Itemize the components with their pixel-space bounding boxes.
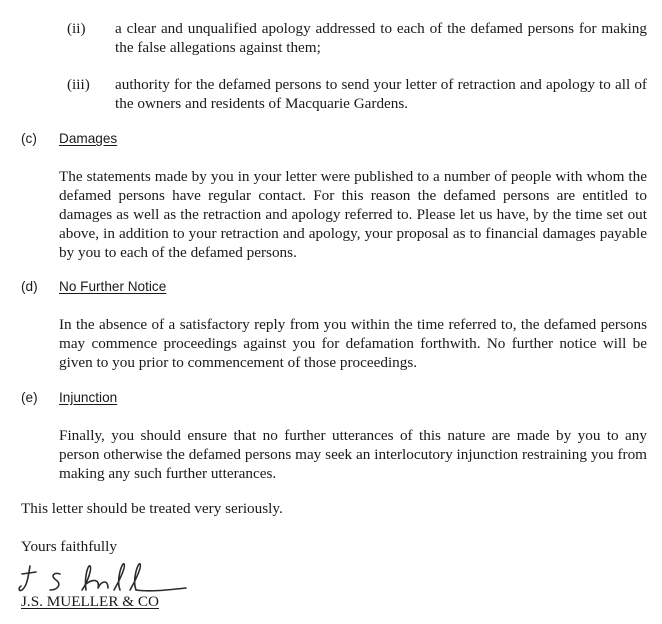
list-item-text-iii: authority for the defamed persons to send your letter of retraction and apology to all of the owners and residents of Macquarie Gardens. xyxy=(115,76,647,112)
signatory-name: J.S. MUELLER & CO xyxy=(21,593,159,610)
section-body-injunction: Finally, you should ensure that no further utterances of this nature are made by you to any person otherwise the defamed persons may seek an interlocutory injunction restraining you from making any such further utterances. xyxy=(59,427,647,482)
section-heading-injunction: Injunction xyxy=(59,390,118,405)
closing-note: This letter should be treated very seriously. xyxy=(21,500,283,517)
section-marker-e: (e) xyxy=(21,390,38,405)
section-marker-d: (d) xyxy=(21,279,38,294)
valediction: Yours faithfully xyxy=(21,538,117,555)
section-marker-c: (c) xyxy=(21,131,37,146)
section-body-no-further-notice: In the absence of a satisfactory reply from you within the time referred to, the defamed persons may commence proceedings against you for defamation forthwith. No further notice will be given to you prior to commencement of those proceedings. xyxy=(59,316,647,371)
section-heading-damages: Damages xyxy=(59,131,118,146)
list-marker-iii: (iii) xyxy=(67,76,90,93)
list-item-text-ii: a clear and unqualified apology addressed to each of the defamed persons for making the false allegations against them; xyxy=(115,20,647,56)
list-marker-ii: (ii) xyxy=(67,20,86,37)
section-body-damages: The statements made by you in your letter were published to a number of people with whom the defamed persons have regular contact. For this reason the defamed persons are entitled to damages as well as the retraction and apology referred to. Please let us have, by the time set out above, in addition to your retraction and apology, your proposal as to financial damages payable by you to each of the defamed persons. xyxy=(59,168,647,261)
section-heading-no-further-notice: No Further Notice xyxy=(59,279,167,294)
